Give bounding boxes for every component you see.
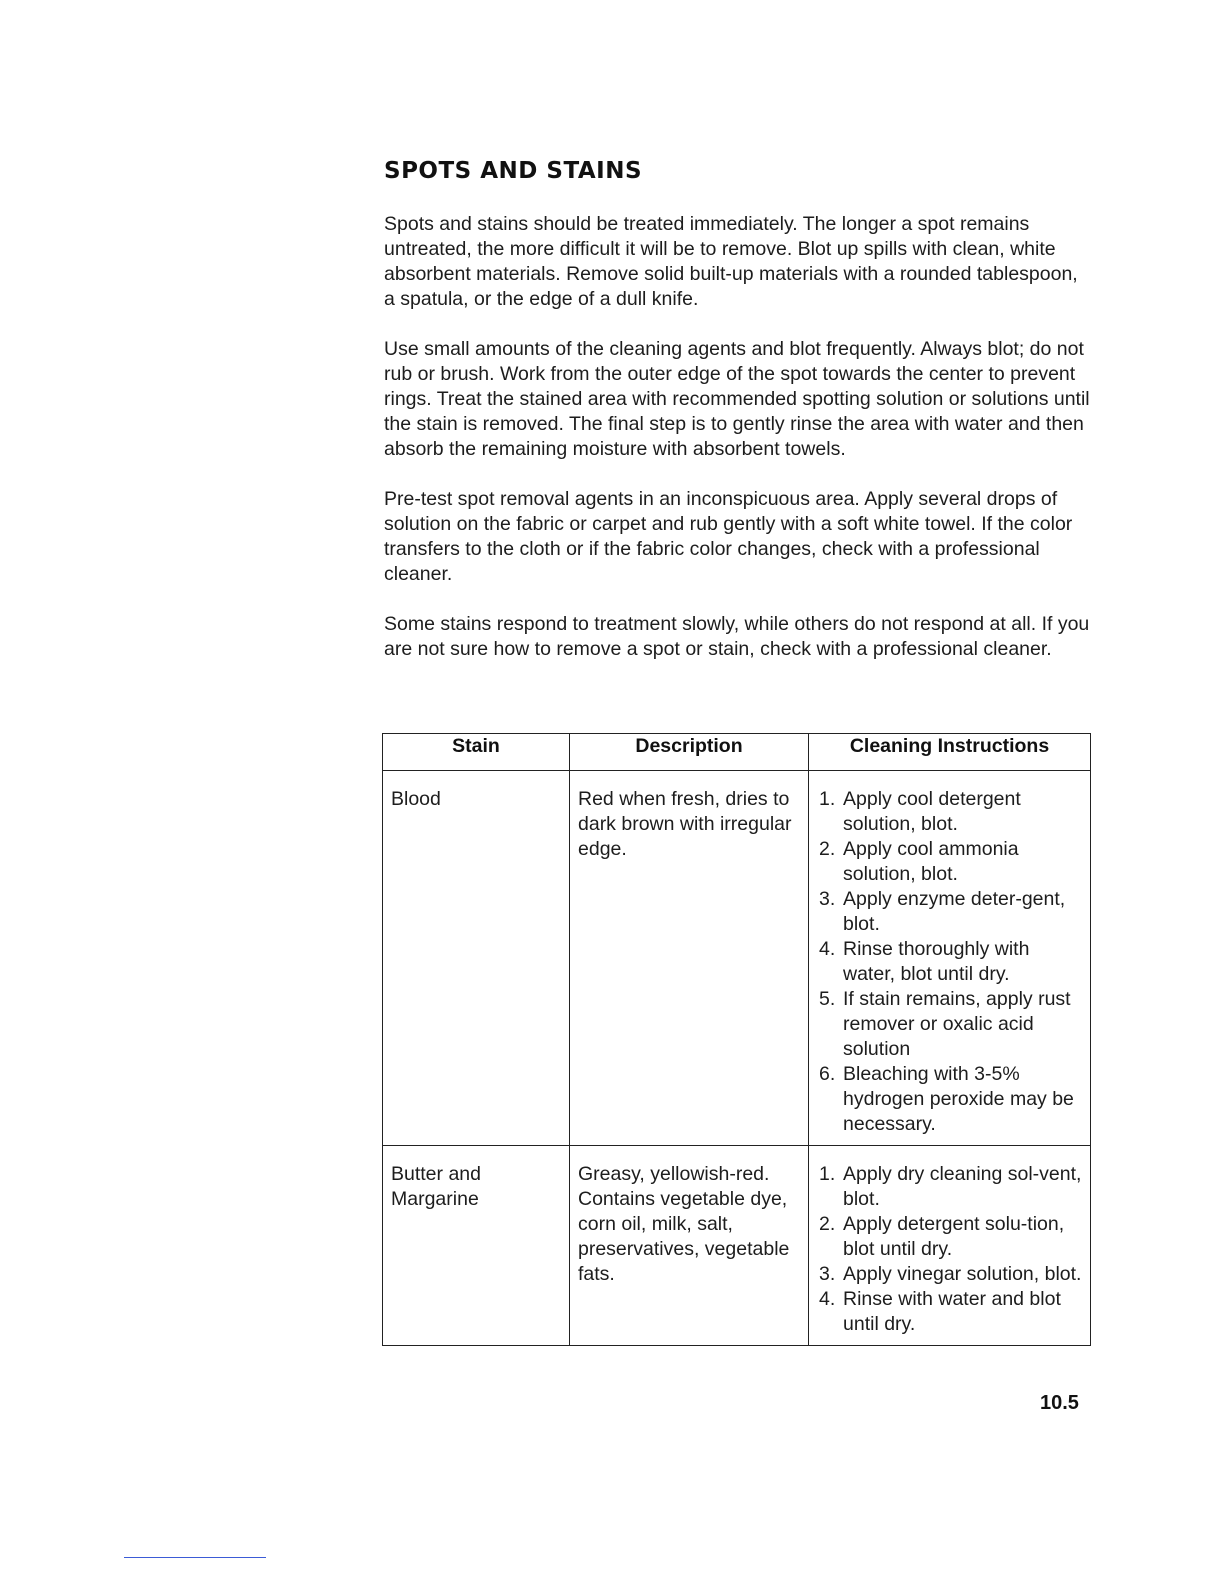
page-content [384, 158, 1092, 687]
header-stain: Stain [383, 734, 570, 771]
header-cleaning-instructions: Cleaning Instructions [809, 734, 1091, 771]
instruction-step [819, 887, 1082, 937]
instruction-step [819, 987, 1082, 1062]
instructions-cell [809, 1146, 1091, 1346]
header-description: Description [570, 734, 809, 771]
instruction-step [819, 1287, 1082, 1337]
step-number: 2. [819, 1213, 836, 1235]
step-text: Apply enzyme deter-gent, blot. [843, 888, 1066, 935]
paragraph-1: Spots and stains should be treated immediately. The longer a spot remains untreated, the more difficult it will be to remove. Blot up spills with clean, white absorbent materials. Remove solid built-up materials with a rounded tablespoon, a spatula, or the edge of a dull knife. [384, 213, 1078, 310]
step-number: 3. [819, 1263, 836, 1285]
step-text: Apply vinegar solution, blot. [843, 1263, 1082, 1285]
instruction-step [819, 1062, 1082, 1137]
description-cell: Greasy, yellowish-red. Contains vegetable dye, corn oil, milk, salt, preservatives, vegetable fats. [570, 1146, 809, 1346]
table-row [383, 1146, 1091, 1346]
step-number: 5. [819, 988, 836, 1010]
instruction-step [819, 1262, 1082, 1287]
paragraph-3: Pre-test spot removal agents in an inconspicuous area. Apply several drops of solution on the fabric or carpet and rub gently with a soft white towel. If the color transfers to the cloth or if the fabric color changes, check with a professional cleaner. [384, 488, 1073, 585]
instruction-list [817, 1162, 1082, 1337]
footer-rule [124, 1557, 266, 1558]
paragraph-2: Use small amounts of the cleaning agents and blot frequently. Always blot; do not rub or brush. Work from the outer edge of the spot towards the center to prevent rings. Treat the stained area with recommended spotting solution or solutions until the stain is removed. The final step is to gently rinse the area with water and then absorb the remaining moisture with absorbent towels. [384, 338, 1090, 460]
paragraph-4: Some stains respond to treatment slowly, while others do not respond at all. If you are not sure how to remove a spot or stain, check with a professional cleaner. [384, 613, 1090, 660]
step-text: Rinse with water and blot until dry. [843, 1288, 1061, 1335]
instructions-cell [809, 771, 1091, 1146]
instruction-step [819, 1162, 1082, 1212]
instruction-list [817, 787, 1082, 1137]
step-text: Apply cool detergent solution, blot. [843, 788, 1021, 835]
step-number: 4. [819, 1288, 836, 1310]
step-number: 2. [819, 838, 836, 860]
step-number: 3. [819, 888, 836, 910]
step-number: 4. [819, 938, 836, 960]
instruction-step [819, 1212, 1082, 1262]
step-text: Apply cool ammonia solution, blot. [843, 838, 1019, 885]
page-number: 10.5 [1040, 1392, 1079, 1414]
description-cell: Red when fresh, dries to dark brown with irregular edge. [570, 771, 809, 1146]
step-text: Apply dry cleaning sol-vent, blot. [843, 1163, 1082, 1210]
instruction-step [819, 787, 1082, 837]
step-number: 1. [819, 788, 836, 810]
step-text: Bleaching with 3-5% hydrogen peroxide may be necessary. [843, 1063, 1074, 1135]
section-title: SPOTS AND STAINS [384, 158, 643, 184]
instruction-step [819, 837, 1082, 887]
table-row [383, 771, 1091, 1146]
stain-cell: Butter and Margarine [383, 1146, 570, 1346]
stain-cell: Blood [383, 771, 570, 1146]
step-number: 6. [819, 1063, 836, 1085]
instruction-step [819, 937, 1082, 987]
step-number: 1. [819, 1163, 836, 1185]
table-header-row [383, 734, 1091, 771]
step-text: If stain remains, apply rust remover or oxalic acid solution [843, 988, 1071, 1060]
step-text: Rinse thoroughly with water, blot until dry. [843, 938, 1030, 985]
step-text: Apply detergent solu-tion, blot until dry. [843, 1213, 1065, 1260]
stain-table [382, 733, 1091, 1346]
